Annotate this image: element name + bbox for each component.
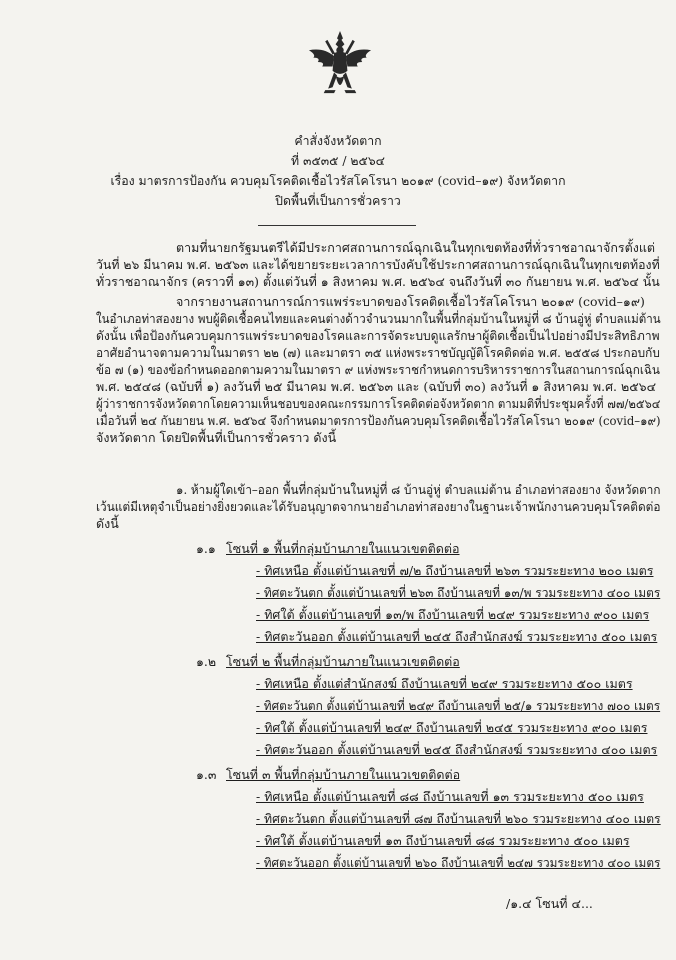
zone-number: ๑.๑ xyxy=(196,541,216,556)
p3-line: เว้นแต่มีเหตุจำเป็นอย่างยิ่งยวดและได้รับอนุญาตจากนายอำเภอท่าสองยางในฐานะเจ้าพนักงานควบคุมโรคติดต่อ xyxy=(96,499,661,514)
zone-boundary-item: - ทิศใต้ ตั้งแต่บ้านเลขที่ ๒๔๙ ถึงบ้านเลขที่ ๒๔๕ รวมระยะทาง ๙๐๐ เมตร xyxy=(256,720,648,735)
subject-line-2: ปิดพื้นที่เป็นการชั่วคราว xyxy=(275,194,401,208)
zone-boundary-item: - ทิศตะวันออก ตั้งแต่บ้านเลขที่ ๒๔๕ ถึงสำนักสงฆ์ รวมระยะทาง ๔๐๐ เมตร xyxy=(256,742,658,757)
zone-title: โซนที่ ๓ พื้นที่กลุ่มบ้านภายในแนวเขตติดต่อ xyxy=(226,767,461,782)
p2-line: ดังนั้น เพื่อป้องกันควบคุมการแพร่ระบาดของโรคและการจัดระบบดูแลรักษาผู้ติดเชื้อเป็นไปอย่างมีประสิทธิภาพ xyxy=(96,328,660,343)
garuda-emblem-icon xyxy=(303,28,377,102)
zone-boundary-item: - ทิศใต้ ตั้งแต่บ้านเลขที่ ๑๓/พ ถึงบ้านเลขที่ ๒๔๙ รวมระยะทาง ๙๐๐ เมตร xyxy=(256,607,650,622)
p2-line: ในอำเภอท่าสองยาง พบผู้ติดเชื้อคนไทยและคนต่างด้าวจำนวนมากในพื้นที่กลุ่มบ้านในหมู่ที่ ๘ บ้านอู่หู่ ตำบลแม่ต้าน xyxy=(96,311,661,326)
zone-title: โซนที่ ๑ พื้นที่กลุ่มบ้านภายในแนวเขตติดต่อ xyxy=(226,541,460,556)
p3-line: ๑. ห้ามผู้ใดเข้า–ออก พื้นที่กลุ่มบ้านในหมู่ที่ ๘ บ้านอู่หู่ ตำบลแม่ต้าน อำเภอท่าสองยาง จังหวัดตาก xyxy=(176,482,661,497)
p1-line: ตามที่นายกรัฐมนตรีได้มีประกาศสถานการณ์ฉุกเฉินในทุกเขตท้องที่ทั่วราชอาณาจักรตั้งแต่ xyxy=(176,240,656,255)
zone-boundary-item: - ทิศตะวันตก ตั้งแต่บ้านเลขที่ ๘๗ ถึงบ้านเลขที่ ๒๖๐ รวมระยะทาง ๔๐๐ เมตร xyxy=(256,811,661,826)
p2-line: จังหวัดตาก โดยปิดพื้นที่เป็นการชั่วคราว ดังนี้ xyxy=(96,430,337,445)
order-number: ที่ ๓๕๓๕ / ๒๕๖๔ xyxy=(291,154,385,168)
zone-boundary-item: - ทิศเหนือ ตั้งแต่สำนักสงฆ์ ถึงบ้านเลขที่ ๒๔๙ รวมระยะทาง ๕๐๐ เมตร xyxy=(256,676,633,691)
p3-line: ดังนี้ xyxy=(96,516,119,531)
p2-line: เมื่อวันที่ ๒๔ กันยายน พ.ศ. ๒๕๖๔ จึงกำหนดมาตรการป้องกันควบคุมโรคติดเชื้อไวรัสโคโรนา ๒๐๑๙ (covid–๑๙) xyxy=(96,413,661,428)
header-divider xyxy=(258,225,416,226)
p1-line: ทั่วราชอาณาจักร (คราวที่ ๑๓) ตั้งแต่วันที่ ๑ สิงหาคม พ.ศ. ๒๕๖๔ จนถึงวันที่ ๓๐ กันยายน พ.ศ. ๒๕๖๔ นั้น xyxy=(96,274,660,289)
p1-line: วันที่ ๒๖ มีนาคม พ.ศ. ๒๕๖๓ และได้ขยายระยะเวลาการบังคับใช้ประกาศสถานการณ์ฉุกเฉินในทุกเขตท้องที่ xyxy=(96,257,660,272)
zone-title: โซนที่ ๒ พื้นที่กลุ่มบ้านภายในแนวเขตติดต่อ xyxy=(226,654,460,669)
continuation-marker: /๑.๔ โซนที่ ๔... xyxy=(506,896,593,911)
zone-boundary-item: - ทิศเหนือ ตั้งแต่บ้านเลขที่ ๗/๒ ถึงบ้านเลขที่ ๒๖๓ รวมระยะทาง ๒๐๐ เมตร xyxy=(256,563,654,578)
p2-line: พ.ศ. ๒๕๔๘ (ฉบับที่ ๑) ลงวันที่ ๒๕ มีนาคม พ.ศ. ๒๕๖๓ และ (ฉบับที่ ๓๐) ลงวันที่ ๑ สิงหาคม พ.ศ. ๒๕๖๔ xyxy=(96,379,657,394)
zone-boundary-item: - ทิศตะวันออก ตั้งแต่บ้านเลขที่ ๒๔๕ ถึงสำนักสงฆ์ รวมระยะทาง ๕๐๐ เมตร xyxy=(256,629,658,644)
zone-number: ๑.๓ xyxy=(196,767,217,782)
zone-number: ๑.๒ xyxy=(196,654,217,669)
zone-boundary-item: - ทิศตะวันตก ตั้งแต่บ้านเลขที่ ๒๔๙ ถึงบ้านเลขที่ ๒๕/๑ รวมระยะทาง ๗๐๐ เมตร xyxy=(256,698,661,713)
p2-line: ผู้ว่าราชการจังหวัดตากโดยความเห็นชอบของคณะกรรมการโรคติดต่อจังหวัดตาก ตามมติที่ประชุมครั้งที่ ๗๗/๒๕๖๔ xyxy=(96,396,661,411)
p2-line: ข้อ ๗ (๑) ของข้อกำหนดออกตามความในมาตรา ๙ แห่งพระราชกำหนดการบริหารราชการในสถานการณ์ฉุกเฉิน xyxy=(96,362,660,377)
zone-boundary-item: - ทิศใต้ ตั้งแต่บ้านเลขที่ ๑๓ ถึงบ้านเลขที่ ๘๘ รวมระยะทาง ๕๐๐ เมตร xyxy=(256,833,630,848)
zone-boundary-item: - ทิศตะวันออก ตั้งแต่บ้านเลขที่ ๒๖๐ ถึงบ้านเลขที่ ๒๔๗ รวมระยะทาง ๔๐๐ เมตร xyxy=(256,855,661,870)
order-title: คำสั่งจังหวัดตาก xyxy=(294,134,382,148)
zone-boundary-item: - ทิศตะวันตก ตั้งแต่บ้านเลขที่ ๒๖๓ ถึงบ้านเลขที่ ๑๓/พ รวมระยะทาง ๔๐๐ เมตร xyxy=(256,585,661,600)
p2-line: จากรายงานสถานการณ์การแพร่ระบาดของโรคติดเชื้อไวรัสโคโรนา ๒๐๑๙ (covid–๑๙) xyxy=(176,294,645,309)
p2-line: อาศัยอำนาจตามความในมาตรา ๒๒ (๗) และมาตรา ๓๕ แห่งพระราชบัญญัติโรคติดต่อ พ.ศ. ๒๕๕๘ ประกอบกับ xyxy=(96,345,660,360)
subject-line-1: เรื่อง มาตรการป้องกัน ควบคุมโรคติดเชื้อไวรัสโคโรนา ๒๐๑๙ (covid–๑๙) จังหวัดตาก xyxy=(110,174,566,188)
zone-boundary-item: - ทิศเหนือ ตั้งแต่บ้านเลขที่ ๘๘ ถึงบ้านเลขที่ ๑๓ รวมระยะทาง ๕๐๐ เมตร xyxy=(256,789,644,804)
